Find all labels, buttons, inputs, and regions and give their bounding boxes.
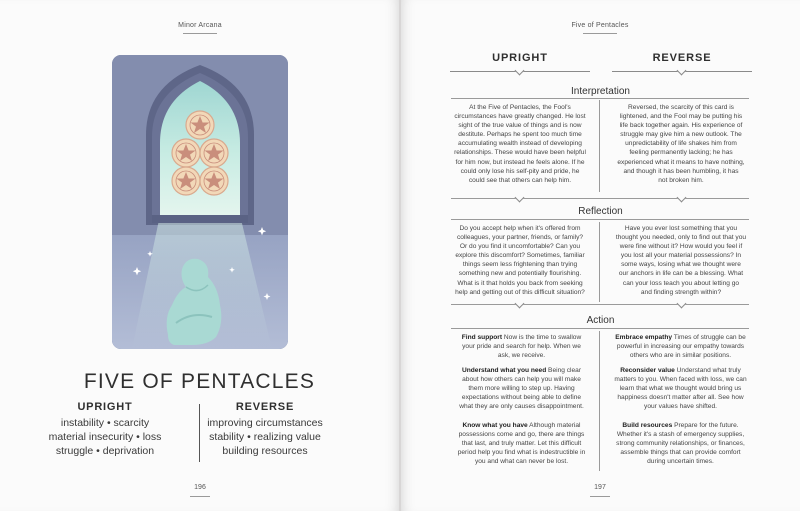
text-line (449, 421, 594, 430)
reflection-bottom-rule (451, 304, 749, 305)
action-item-embrace-empathy (608, 333, 753, 360)
reflection-reverse-text (613, 224, 749, 297)
text-line: can your loss teach you about letting go (622, 279, 740, 287)
text-line: Have you ever lost something that you (624, 225, 738, 232)
text-line: lightened, and the Fool may be putting his (619, 113, 743, 121)
text-line: about how others can help you will make (462, 376, 581, 384)
text-line: expectations without being able to define (461, 394, 582, 402)
pentacle-icon (200, 139, 228, 167)
action-term: Build resources (622, 422, 673, 429)
tarot-card-illustration (112, 55, 288, 349)
text-line: unpredictability of life shakes him from (625, 140, 737, 148)
text-line: explore this discomfort? Sometimes, familiar (455, 252, 585, 260)
action-text: Prepare for the future. (672, 422, 739, 429)
interpretation-reverse-text (613, 103, 749, 185)
reverse-keywords-heading: REVERSE (235, 401, 295, 413)
right-running-head-rule (583, 33, 617, 34)
text-line: could see that others can help him. (468, 176, 572, 184)
text-line: possessions come and go, there are things (458, 431, 585, 439)
text-line: thought you needed, only to find out that you (615, 234, 747, 242)
text-line: you and what can never be lost. (474, 458, 569, 466)
card-artwork (112, 55, 288, 349)
upright-keywords-heading: UPRIGHT (77, 401, 133, 413)
reverse-column-heading: REVERSE (652, 52, 712, 64)
action-text: Times of struggle can be (672, 334, 746, 341)
pentacle-icon (172, 139, 200, 167)
text-line (608, 421, 753, 430)
right-folio: 197 (594, 484, 606, 491)
text-line: ask, we receive. (497, 352, 546, 360)
text-line (608, 333, 753, 342)
text-line: during uncertain times. (647, 458, 714, 466)
text-line: At the Five of Pentacles, the Fool's (469, 104, 571, 111)
action-term: Embrace empathy (615, 334, 673, 341)
text-line: Do you accept help when it's offered from (459, 225, 581, 232)
text-line: could only lose his self-pity and pride, he (460, 167, 580, 175)
text-line: others who are in similar positions. (629, 352, 732, 360)
action-text: Now is the time to swallow (502, 334, 582, 341)
reverse-keywords (170, 401, 360, 458)
text-line (608, 366, 753, 375)
text-line: relationships. These would have been helpful (454, 149, 586, 157)
text-line: sight of the true value of things and is now (458, 122, 582, 130)
action-item-reconsider-value (608, 366, 753, 411)
action-term: Understand what you need (461, 367, 547, 374)
reflection-divider (599, 222, 600, 302)
text-line: powerful in increasing our empathy towards (616, 343, 745, 351)
action-heading: Action (586, 315, 615, 326)
text-line: life back together again. His experience of (619, 122, 743, 130)
action-term: Reconsider value (620, 367, 675, 374)
interpretation-rule (451, 98, 749, 99)
upright-keyword-line: struggle • deprivation (55, 445, 155, 457)
text-line: your values have shifted. (644, 403, 717, 411)
reflection-heading: Reflection (578, 206, 623, 217)
text-line: you lost all your material possessions? In (620, 252, 742, 260)
text-line: What is it that holds you back from seeking (457, 279, 583, 287)
text-line: help and getting out of this difficult situation? (455, 288, 585, 296)
reflection-upright-text (452, 224, 588, 297)
text-line: accumulating wealth instead of developing (458, 140, 582, 148)
reflection-rule (451, 219, 749, 220)
right-folio-rule (590, 496, 610, 497)
reverse-keyword-line: building resources (222, 445, 308, 457)
upright-column-heading: UPRIGHT (492, 52, 548, 64)
upright-keyword-line: instability • scarcity (60, 417, 150, 429)
text-line: strong community relationships, or finances, (616, 440, 745, 448)
interpretation-divider (599, 100, 600, 192)
text-line: struggle may give him a new outlook. The (620, 131, 742, 139)
interpretation-bottom-rule (451, 198, 749, 199)
upright-keyword-line: material insecurity • loss (48, 431, 162, 443)
text-line: Whether it's a stash of emergency supplies, (616, 431, 745, 439)
text-line: assemble things that can provide comfort (620, 449, 741, 457)
action-item-build-resources (608, 421, 753, 466)
right-running-head: Five of Pentacles (571, 22, 629, 29)
left-running-head: Minor Arcana (178, 22, 222, 29)
text-line: matters to you. When faced with loss, we can (614, 376, 747, 384)
interpretation-upright-text (452, 103, 588, 185)
text-line: Reversed, the scarcity of this card is (628, 104, 734, 111)
action-term: Find support (461, 334, 503, 341)
action-item-find-support (449, 333, 594, 360)
action-rule (451, 328, 749, 329)
text-line: colleagues, your partner, friends, or family? (456, 234, 584, 242)
text-line: and though it has been humbling, it has (623, 167, 739, 175)
text-line: learn that what we thought would bring us (619, 385, 742, 393)
text-line (449, 366, 594, 375)
reverse-keyword-line: stability • realizing value (209, 431, 321, 443)
text-line: something new and potentially flourishing. (458, 270, 582, 278)
action-item-know-what-you-have (449, 421, 594, 466)
text-line: for him now, but instead he feels alone. If he (455, 158, 585, 166)
action-text: Being clear (546, 367, 582, 374)
text-line: your pride and search for help. When we (462, 343, 581, 351)
text-line: period help you find what is indestructible in (457, 449, 586, 457)
text-line (449, 333, 594, 342)
action-divider (599, 331, 600, 471)
action-item-understand-what-you-need (449, 366, 594, 411)
pentacle-icon (200, 167, 228, 195)
left-folio: 196 (194, 484, 206, 491)
text-line: feeling permanently lacking; he has (629, 149, 733, 157)
card-title: FIVE OF PENTACLES (83, 370, 316, 393)
text-line: Or do you find it uncomfortable? Can you (459, 243, 581, 251)
text-line: were fine without it? How would you feel if (619, 243, 743, 251)
reverse-keyword-line: improving circumstances (207, 417, 323, 429)
text-line: that last, and truly matter. Let this difficult (461, 440, 582, 448)
left-folio-rule (190, 496, 210, 497)
pentacle-icon (172, 167, 200, 195)
text-line: and finding strength within? (640, 288, 722, 296)
text-line: some ways, losing what we thought were (621, 261, 741, 269)
text-line: our anchors in life can be a blessing. What (618, 270, 744, 278)
text-line: happiness doesn't matter after all. See how (617, 394, 744, 402)
interpretation-heading: Interpretation (571, 86, 630, 97)
text-line: what they are only causes disappointment. (459, 403, 584, 411)
text-line: things seem less frightening than trying (462, 261, 578, 269)
action-text: Understand what truly (674, 367, 741, 374)
action-text: Although material (527, 422, 581, 429)
action-term: Know what you have (462, 422, 528, 429)
text-line: them more willing to step up. Having (468, 385, 575, 393)
text-line: destitute. Perhaps he spent too much time (458, 131, 582, 139)
text-line: circumstances have greatly changed. He lost (454, 113, 586, 121)
pentacle-icon (186, 111, 214, 139)
left-running-head-rule (183, 33, 217, 34)
text-line: experienced what it means to have nothing, (617, 158, 745, 166)
text-line: not broken him. (658, 176, 704, 184)
